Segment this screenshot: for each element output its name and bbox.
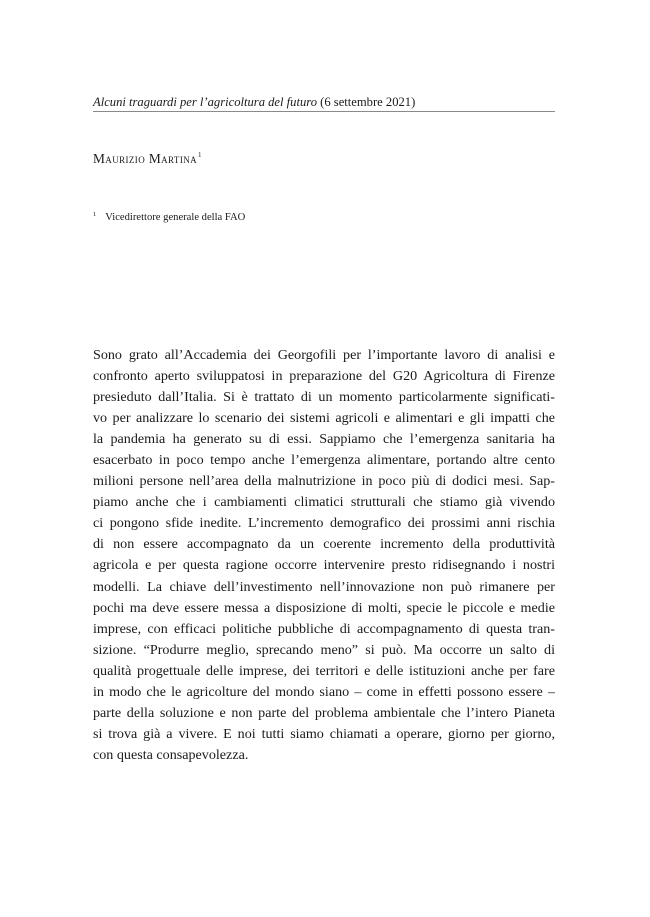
body-paragraph [93, 345, 555, 766]
header-rule [93, 111, 555, 112]
body-line: parte della soluzione e non parte del problema ambientale che l’intero Pianeta [93, 704, 555, 721]
body-line: agricola e per questa ragione occorre intervenire presto ridisegnando i nostri [93, 557, 555, 574]
body-line: sizione. “Produrre meglio, sprecando meno” si può. Ma occorre un salto di [93, 641, 555, 658]
author-name-text: Maurizio Martina [93, 151, 198, 166]
body-line: si trova già a vivere. E noi tutti siamo chiamati a operare, giorno per giorno, [93, 725, 555, 742]
running-head-date: (6 settembre 2021) [320, 95, 416, 109]
body-line: in modo che le agricolture del mondo siano – come in effetti possono essere – [93, 683, 555, 700]
body-line: milioni persone nell’area della malnutrizione in poco più di dodici mesi. Sap- [93, 473, 555, 490]
author-footnote-mark: 1 [198, 151, 202, 159]
body-line: qualità progettuale delle imprese, dei territori e delle istituzioni anche per fare [93, 662, 555, 679]
body-line: presieduto dall’Italia. Si è trattato di un momento particolarmente significati- [93, 389, 555, 406]
body-line: imprese, con efficaci politiche pubbliche di accompagnamento di questa tran- [93, 620, 555, 637]
running-head-title: Alcuni traguardi per l’agricoltura del futuro [93, 95, 317, 109]
author-name [93, 146, 202, 168]
body-line: di non essere accompagnato da un coerente incremento della produttività [93, 536, 555, 553]
running-head [93, 94, 555, 110]
body-line: piamo anche che i cambiamenti climatici strutturali che stiamo già vivendo [93, 494, 555, 511]
body-line: esacerbato in poco tempo anche l’emergenza alimentare, portando altre cento [93, 452, 555, 469]
footnote [93, 208, 245, 225]
body-line: ci pongono sfide inedite. L’incremento demografico dei prossimi anni rischia [93, 515, 555, 532]
footnote-mark: 1 [93, 211, 97, 218]
footnote-text: Vicedirettore generale della FAO [105, 212, 246, 223]
body-line: la pandemia ha generato su di essi. Sappiamo che l’emergenza sanitaria ha [93, 431, 555, 448]
body-line: Sono grato all’Accademia dei Georgofili per l’importante lavoro di analisi e [93, 347, 555, 363]
body-line: con questa consapevolezza. [93, 746, 249, 763]
body-line: modelli. La chiave dell’investimento nell’innovazione non può rimanere per [93, 578, 555, 595]
body-line: pochi ma deve essere messa a disposizione di molti, specie le piccole e medie [93, 599, 555, 616]
body-line: vo per analizzare lo scenario dei sistemi agricoli e alimentari e gli impatti che [93, 410, 555, 427]
body-line: confronto aperto sviluppatosi in preparazione del G20 Agricoltura di Firenze [93, 368, 555, 385]
